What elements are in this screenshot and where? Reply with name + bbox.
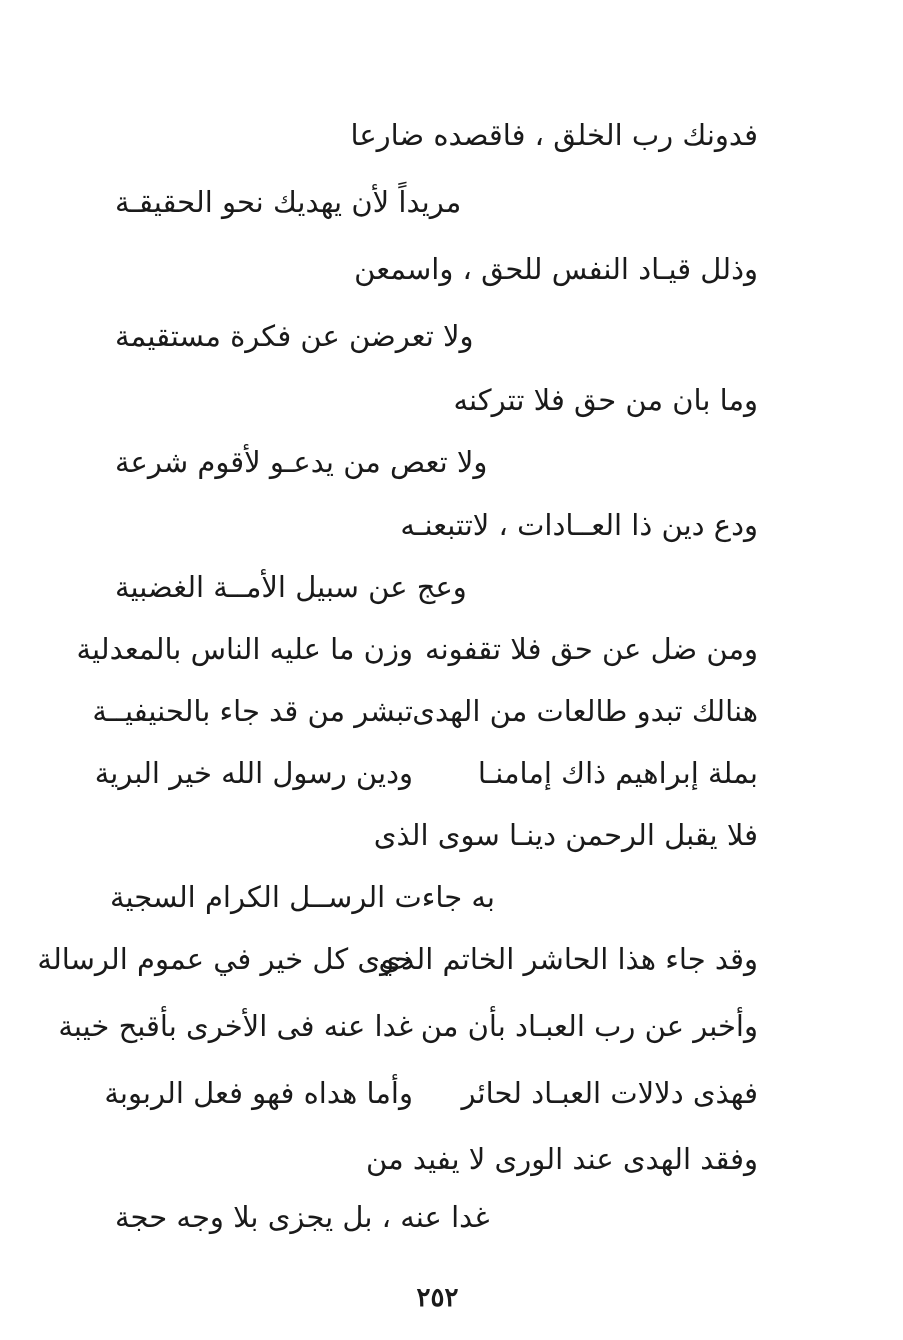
verse-couplet-15-first: وأخبر عن رب العبـاد بأن من	[420, 1009, 758, 1043]
verse-line-8: وعج عن سبيل الأمــة الغضبية	[115, 570, 467, 604]
verse-couplet-10-first: هنالك تبدو طالعات من الهدى	[412, 694, 758, 728]
verse-couplet-15	[58, 1001, 758, 1051]
verse-line-18: غدا عنه ، بل يجزى بلا وجه حجة	[115, 1200, 490, 1234]
verse-couplet-14-second: حوى كل خير في عموم الرسالة	[37, 942, 413, 976]
verse-couplet-10	[92, 686, 758, 736]
page-number: ٢٥٢	[416, 1283, 459, 1313]
verse-line-12: فلا يقبل الرحمن دينـا سوى الذى	[373, 818, 758, 852]
verse-line-3: وذلل قيـاد النفس للحق ، واسمعن	[354, 252, 758, 286]
verse-couplet-16-second: وأما هداه فهو فعل الربوبة	[104, 1076, 413, 1110]
verse-line-2: مريداً لأن يهديك نحو الحقيقـة	[115, 185, 462, 219]
verse-couplet-9-first: ومن ضل عن حق فلا تقفونه	[425, 632, 758, 666]
verse-couplet-11	[94, 748, 758, 798]
verse-line-4: ولا تعرضن عن فكرة مستقيمة	[115, 319, 474, 353]
verse-line-5: وما بان من حق فلا تتركنه	[453, 383, 758, 417]
verse-line-7: ودع دين ذا العــادات ، لاتتبعنـه	[400, 508, 758, 542]
verse-couplet-10-second: تبشر من قد جاء بالحنيفيــة	[92, 694, 413, 728]
verse-couplet-9	[76, 624, 758, 674]
verse-line-1: فدونك رب الخلق ، فاقصده ضارعا	[350, 118, 758, 152]
verse-couplet-15-second: غدا عنه فى الأخرى بأقبح خيبة	[58, 1009, 413, 1043]
verse-line-17: وفقد الهدى عند الورى لا يفيد من	[366, 1142, 758, 1176]
verse-couplet-16	[104, 1068, 758, 1118]
verse-couplet-9-second: وزن ما عليه الناس بالمعدلية	[76, 632, 413, 666]
verse-couplet-16-first: فهذى دلالات العبـاد لحائر	[461, 1076, 758, 1110]
verse-line-6: ولا تعص من يدعـو لأقوم شرعة	[115, 445, 488, 479]
verse-line-13: به جاءت الرســل الكرام السجية	[109, 880, 495, 914]
verse-couplet-14	[37, 934, 758, 984]
verse-couplet-14-first: وقد جاء هذا الحاشر الخاتم الذي	[378, 942, 758, 976]
verse-couplet-11-first: بملة إبراهيم ذاك إمامنـا	[477, 756, 758, 790]
verse-couplet-11-second: ودين رسول الله خير البرية	[94, 756, 413, 790]
